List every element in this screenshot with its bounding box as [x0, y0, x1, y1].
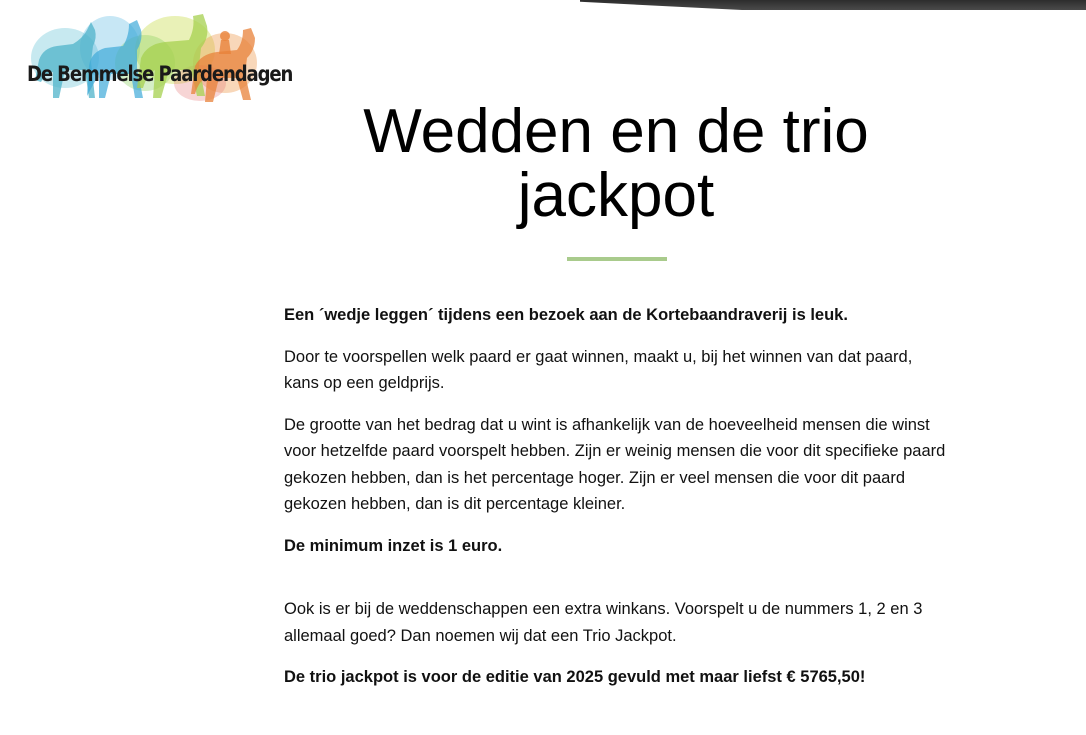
horses-watercolor-icon: [25, 8, 263, 108]
top-decoration-bar: [580, 0, 1086, 10]
title-underline: [567, 257, 667, 261]
prediction-paragraph: Door te voorspellen welk paard er gaat winnen, maakt u, bij het winnen van dat paard, kans op een geldprijs.: [284, 347, 913, 392]
trio-jackpot-explanation: Ook is er bij de weddenschappen een extra winkans. Voorspelt u de nummers 1, 2 en 3 allemaal goed? Dan noemen wij dat een Trio Jackpot.: [284, 600, 923, 645]
payout-paragraph: De grootte van het bedrag dat u wint is afhankelijk van de hoeveelheid mensen die winst voor hetzelfde paard voorspelt hebben. Zijn er weinig mensen die voor dit specifieke paard gekozen hebben, dan is het percentage hoger. Zijn er veel mensen die voor dit paard gekozen hebben, dan is dit percentage kleiner.: [284, 415, 946, 513]
minimum-stake-paragraph: De minimum inzet is 1 euro.: [284, 536, 503, 555]
intro-paragraph: Een ´wedje leggen´ tijdens een bezoek aan de Kortebaandraverij is leuk.: [284, 306, 848, 324]
article-content: [284, 302, 946, 706]
logo-text: De Bemmelse Paardendagen: [27, 62, 293, 86]
trio-jackpot-amount: De trio jackpot is voor de editie van 2025 gevuld met maar liefst € 5765,50!: [284, 668, 866, 686]
site-logo[interactable]: [25, 8, 293, 108]
page-title: Wedden en de trio jackpot: [363, 97, 869, 230]
